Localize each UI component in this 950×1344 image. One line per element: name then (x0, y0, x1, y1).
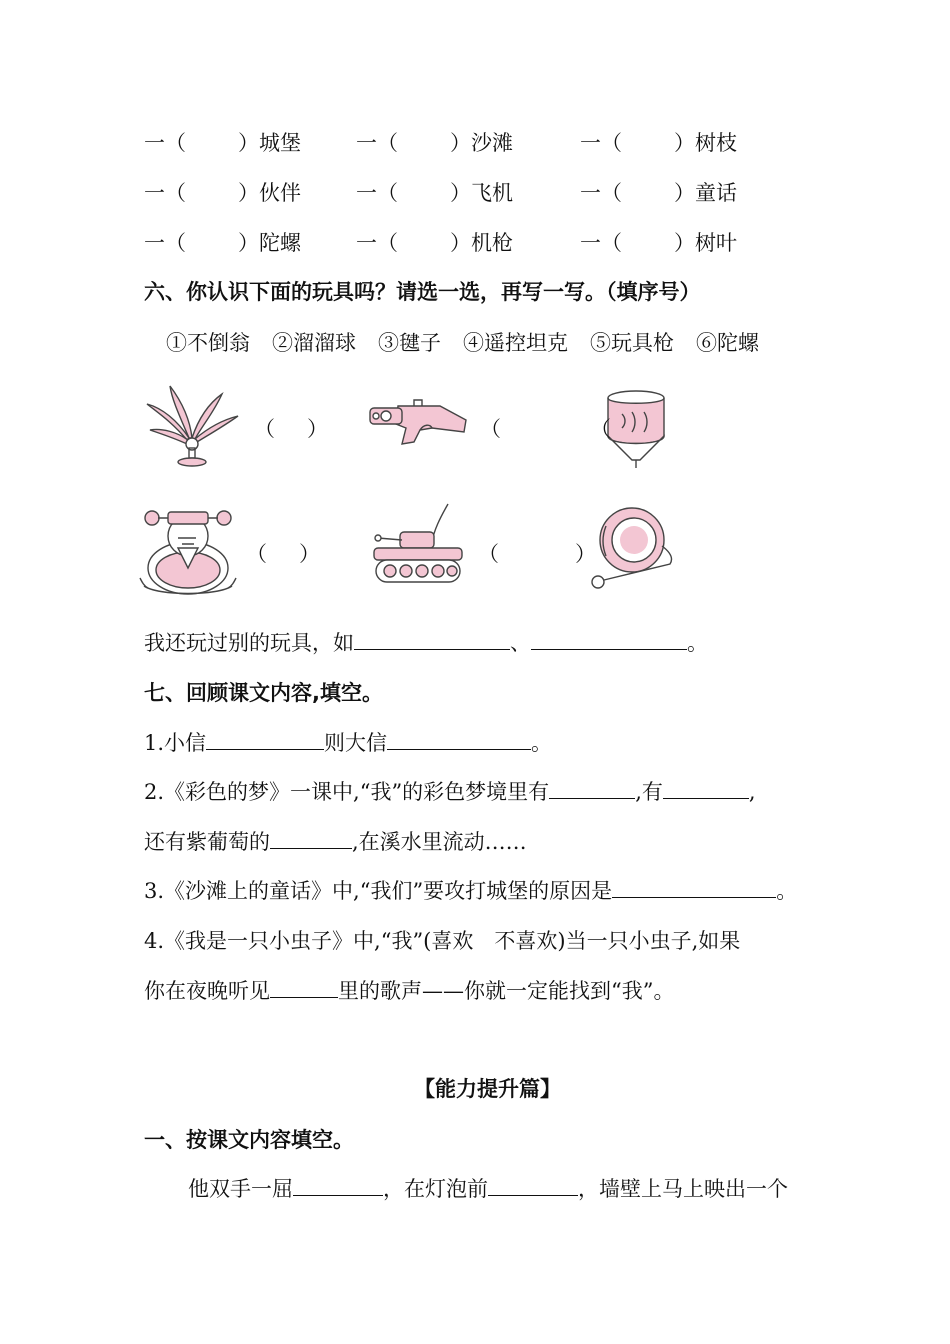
measure-item: 一（ ）童话 (580, 181, 737, 205)
answer-blank[interactable] (293, 1177, 383, 1196)
shuttlecock-icon (142, 382, 242, 470)
toy-option: ④遥控坦克 (463, 331, 568, 355)
measure-item: 一（ ）树枝 (580, 131, 737, 155)
toy-gun-icon (368, 398, 470, 448)
section7-heading: 七、回顾课文内容,填空。 (144, 681, 383, 705)
answer-blank[interactable] (549, 780, 635, 799)
section7-q1: 1.小信 则大信 。 (144, 731, 553, 755)
answer-blank[interactable] (387, 731, 531, 750)
answer-paren-2[interactable]: （ (480, 417, 501, 441)
answer-blank[interactable] (531, 631, 687, 650)
advanced-title: 【能力提升篇】 (414, 1077, 561, 1101)
measure-item: 一（ ）城堡 (144, 131, 301, 155)
section7-q2-line2: 还有紫葡萄的 ,在溪水里流动…… (144, 830, 527, 854)
tumbler-doll-icon (138, 496, 238, 600)
section7-q4-line1: 4.《我是一只小虫子》中,“我”(喜欢 不喜欢)当一只小虫子,如果 (144, 929, 741, 953)
answer-paren-3[interactable]: （ (590, 417, 611, 441)
section7-q4-line2: 你在夜晚听见 里的歌声——你就一定能找到“我”。 (144, 979, 675, 1003)
toy-options (166, 327, 759, 357)
answer-blank[interactable] (270, 830, 352, 849)
answer-paren-5[interactable]: （ ） (478, 542, 596, 566)
measure-item: 一（ ）树叶 (580, 231, 737, 255)
measure-item: 一（ ）伙伴 (144, 181, 301, 205)
other-toys-line: 我还玩过别的玩具，如 、 。 (144, 631, 708, 655)
answer-blank[interactable] (206, 731, 324, 750)
toy-option: ⑥陀螺 (696, 331, 759, 355)
section7-q2: 2.《彩色的梦》一课中,“我”的彩色梦境里有 ,有 , (144, 780, 756, 804)
answer-blank[interactable] (488, 1177, 578, 1196)
measure-item: 一（ ）机枪 (356, 231, 513, 255)
measure-item: 一（ ）飞机 (356, 181, 513, 205)
answer-paren-1[interactable]: （ ） (254, 417, 328, 441)
answer-blank[interactable] (612, 879, 776, 898)
advanced-q1-line: 他双手一屈 ，在灯泡前 ，墙壁上马上映出一个 (188, 1177, 788, 1201)
answer-paren-4[interactable]: （ ） (246, 542, 320, 566)
answer-blank[interactable] (270, 979, 338, 998)
yoyo-icon (584, 506, 676, 590)
measure-item: 一（ ）沙滩 (356, 131, 513, 155)
spinning-top-icon (604, 388, 668, 470)
toy-option: ①不倒翁 (166, 331, 250, 355)
advanced-q1-heading: 一、按课文内容填空。 (144, 1128, 354, 1152)
toy-option: ③毽子 (378, 331, 441, 355)
toy-option: ⑤玩具枪 (590, 331, 674, 355)
section7-q3: 3.《沙滩上的童话》中,“我们”要攻打城堡的原因是 。 (144, 879, 798, 903)
remote-tank-icon (370, 502, 466, 588)
measure-item: 一（ ）陀螺 (144, 231, 301, 255)
toy-option: ②溜溜球 (272, 331, 356, 355)
answer-blank[interactable] (354, 631, 510, 650)
section6-heading: 六、你认识下面的玩具吗？请选一选，再写一写。（填序号） (144, 280, 701, 304)
answer-blank[interactable] (663, 780, 749, 799)
